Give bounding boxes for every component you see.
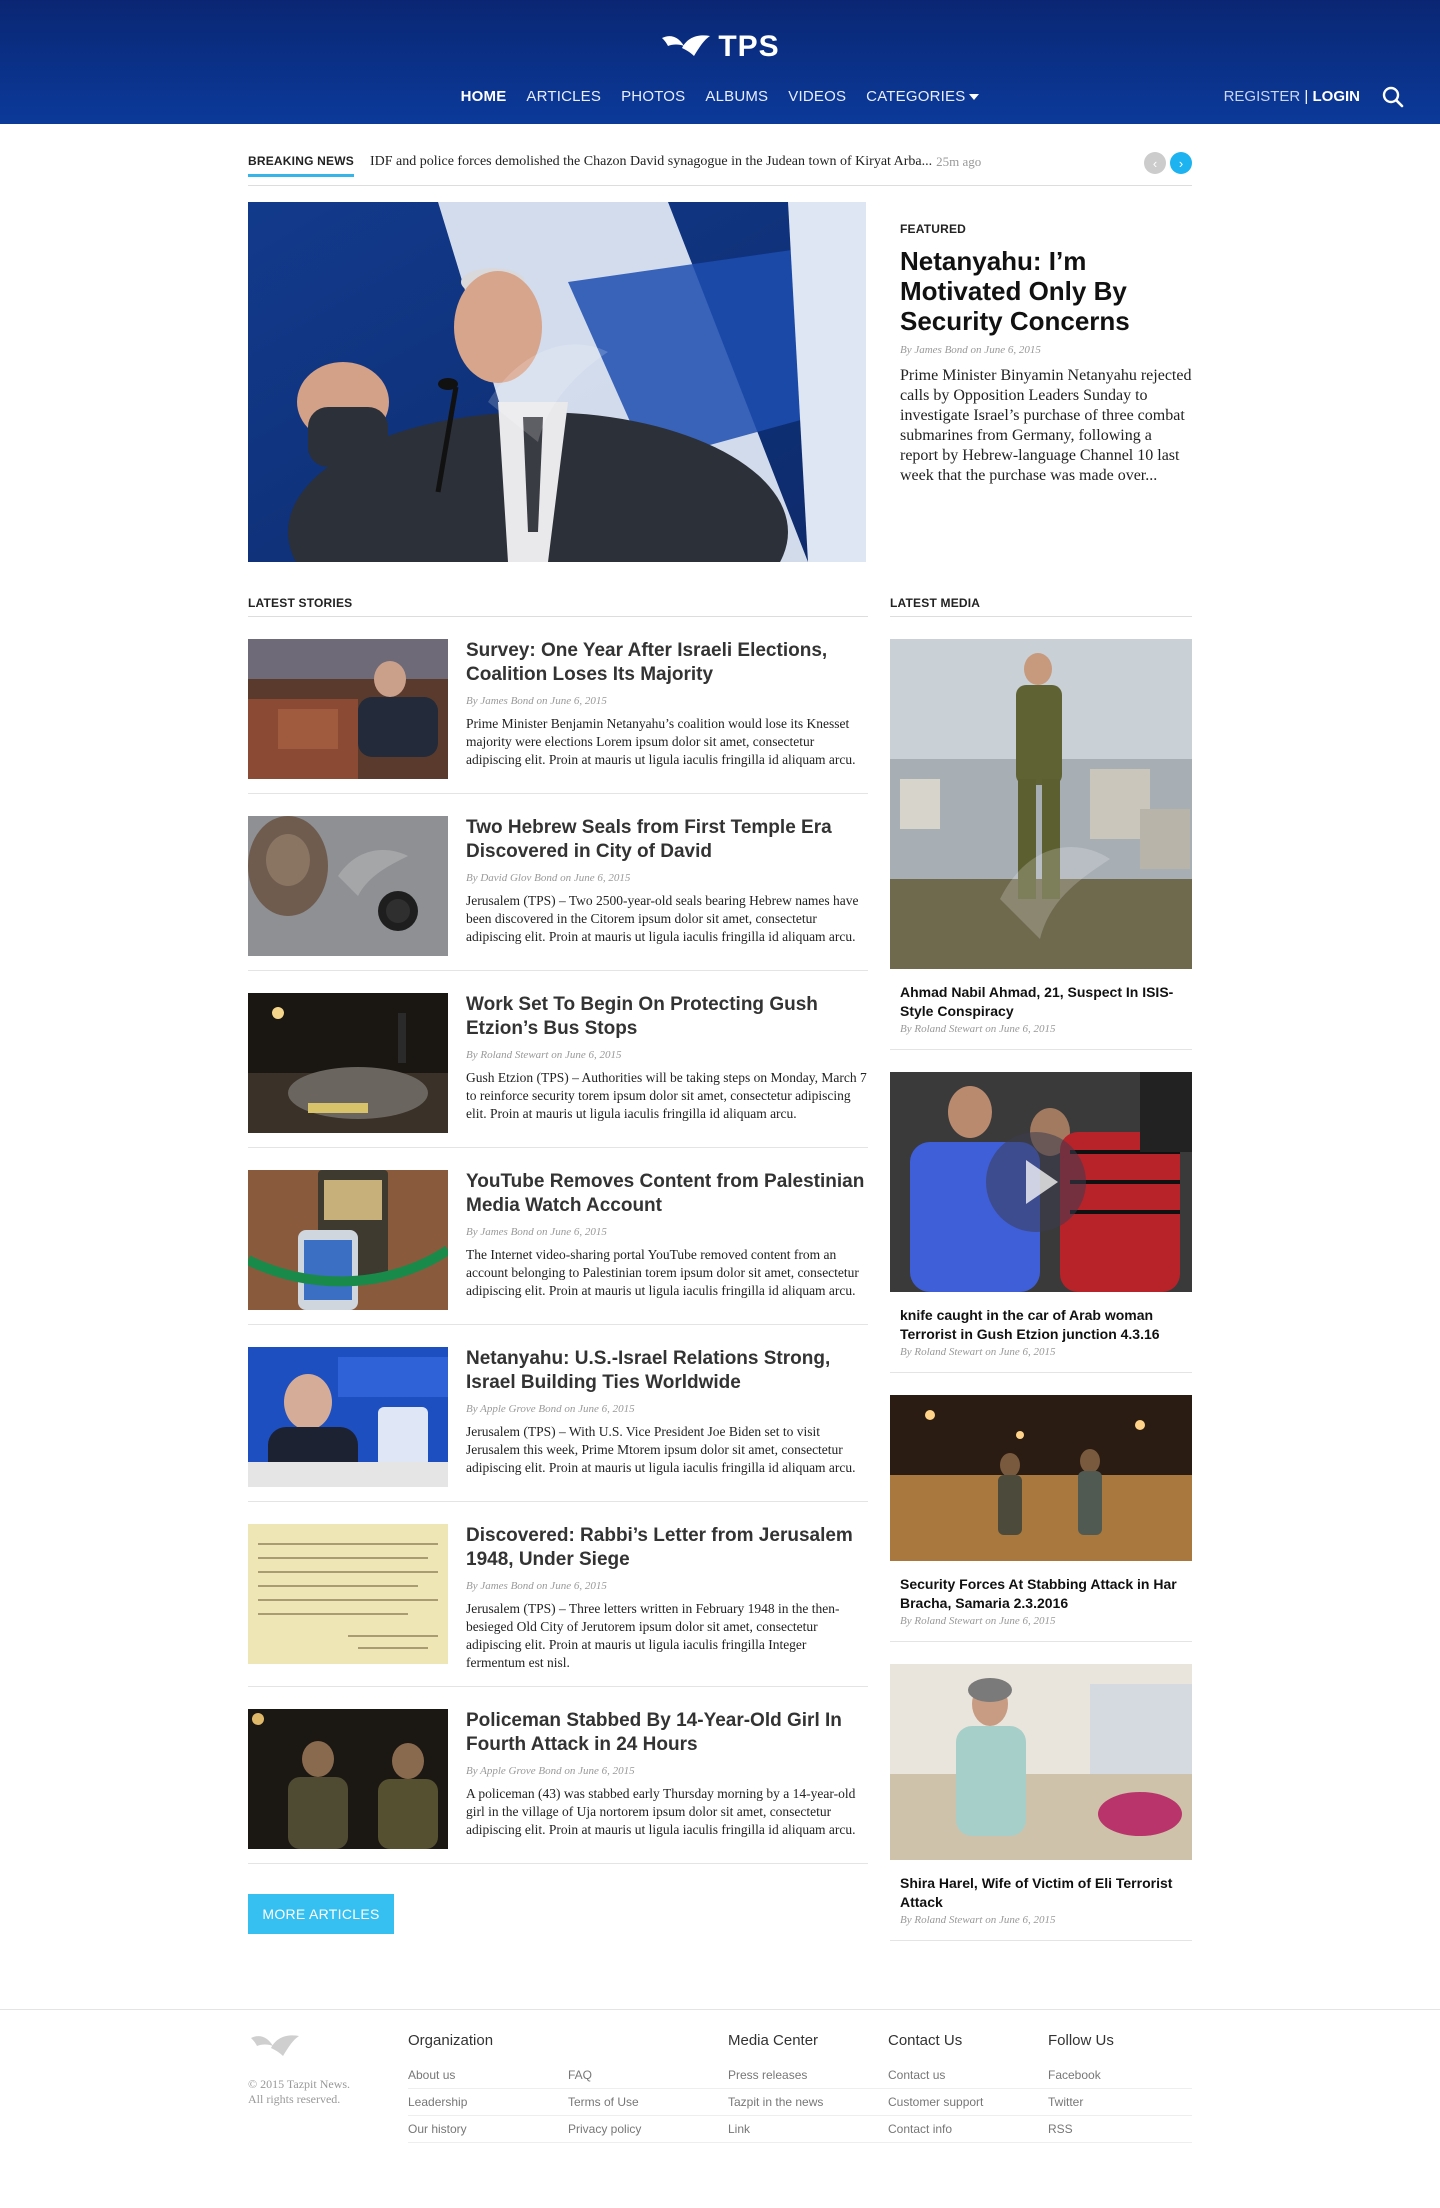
story-text	[466, 993, 868, 1133]
story-photo-illustration	[248, 1709, 448, 1849]
story-item[interactable]	[248, 617, 868, 794]
media-title[interactable]: Ahmad Nabil Ahmad, 21, Suspect In ISIS-Style Conspiracy	[900, 984, 1174, 1019]
featured-photo-illustration	[248, 202, 866, 562]
story-title[interactable]: Netanyahu: U.S.-Israel Relations Strong, Israel Building Ties Worldwide	[466, 1348, 831, 1393]
story-title[interactable]: Discovered: Rabbi’s Letter from Jerusalem 1948, Under Siege	[466, 1525, 853, 1570]
story-byline: By David Glov Bond on June 6, 2015	[466, 872, 631, 884]
footer-link-history[interactable]: Our history	[408, 2116, 568, 2143]
nav-articles[interactable]: ARTICLES	[526, 88, 602, 105]
story-item[interactable]	[248, 1148, 868, 1325]
media-item[interactable]	[890, 1373, 1192, 1642]
prev-arrow-icon[interactable]: ‹	[1144, 152, 1166, 174]
breaking-news-time: 25m ago	[936, 153, 982, 169]
story-summary: Jerusalem (TPS) – Two 2500-year-old seals bearing Hebrew names have been discovered in the Citorem ipsum dolor sit amet, consectetur adipiscing elit. Proin at mauris ut ligula iaculis fringilla id aliquam arcu.	[466, 893, 859, 944]
nav-categories-label: CATEGORIES	[866, 88, 966, 105]
footer-link-about-us[interactable]: About us	[408, 2062, 568, 2089]
copyright-line-2: All rights reserved.	[248, 2092, 341, 2106]
story-photo-illustration	[248, 639, 448, 779]
auth-separator: |	[1304, 88, 1309, 105]
story-thumbnail[interactable]	[248, 639, 448, 779]
footer-link-press-releases[interactable]: Press releases	[728, 2062, 888, 2089]
story-photo-illustration	[248, 1347, 448, 1487]
main-columns	[248, 596, 1192, 1941]
media-photo-illustration	[890, 1664, 1192, 1860]
story-text	[466, 639, 868, 779]
footer-follow	[1048, 2032, 1192, 2143]
story-text	[466, 816, 868, 956]
story-item[interactable]	[248, 794, 868, 971]
nav-photos[interactable]: PHOTOS	[621, 88, 686, 105]
footer-follow-heading: Follow Us	[1048, 2032, 1114, 2049]
footer-link-faq[interactable]: FAQ	[568, 2062, 728, 2089]
story-item[interactable]	[248, 971, 868, 1148]
story-title[interactable]: YouTube Removes Content from Palestinian Media Watch Account	[466, 1171, 865, 1216]
story-photo-illustration	[248, 816, 448, 956]
next-arrow-icon[interactable]: ›	[1170, 152, 1192, 174]
breaking-news-text[interactable]: IDF and police forces demolished the Chazon David synagogue in the Judean town of Kiryat Arba...	[369, 153, 933, 169]
footer-link-tazpit-news[interactable]: Tazpit in the news	[728, 2089, 888, 2116]
story-summary: Prime Minister Benjamin Netanyahu’s coalition would lose its Knesset majority were elections Lorem ipsum dolor sit amet, consectetur adipiscing elit. Proin at mauris ut ligula iaculis fringilla id aliquam arcu.	[466, 716, 856, 767]
story-text	[466, 1347, 868, 1487]
story-title[interactable]: Policeman Stabbed By 14-Year-Old Girl In Fourth Attack in 24 Hours	[466, 1710, 842, 1755]
story-byline: By Apple Grove Bond on June 6, 2015	[466, 1403, 635, 1415]
footer-link-link[interactable]: Link	[728, 2116, 888, 2143]
search-icon[interactable]	[1382, 86, 1404, 108]
story-byline: By Apple Grove Bond on June 6, 2015	[466, 1765, 635, 1777]
story-thumbnail[interactable]	[248, 1347, 448, 1487]
featured-image[interactable]	[248, 202, 866, 562]
latest-media	[890, 596, 1192, 1941]
footer-link-contact-info[interactable]: Contact info	[888, 2116, 1048, 2143]
story-summary: Gush Etzion (TPS) – Authorities will be taking steps on Monday, March 7 to reinforce security torem ipsum dolor sit amet, consectetur adipiscing elit. Proin at mauris ut ligula iaculis fringilla id aliquam arcu.	[466, 1070, 867, 1121]
story-summary: The Internet video-sharing portal YouTube removed content from an account belonging to Palestinian torem ipsum dolor sit amet, consectetur adipiscing elit. Proin at mauris ut ligula iaculis fringilla id aliquam arcu.	[466, 1247, 859, 1298]
site-header	[0, 0, 1440, 124]
media-thumbnail[interactable]	[890, 1395, 1192, 1561]
media-byline: By Roland Stewart on June 6, 2015	[900, 1346, 1056, 1358]
media-thumbnail[interactable]	[890, 639, 1192, 969]
more-articles-button[interactable]: MORE ARTICLES	[248, 1894, 394, 1934]
featured-byline: By James Bond on June 6, 2015	[900, 344, 1041, 356]
story-thumbnail[interactable]	[248, 816, 448, 956]
footer-link-customer-support[interactable]: Customer support	[888, 2089, 1048, 2116]
story-title[interactable]: Survey: One Year After Israeli Elections, Coalition Loses Its Majority	[466, 640, 828, 685]
site-logo[interactable]	[0, 30, 1440, 64]
story-thumbnail[interactable]	[248, 1524, 448, 1664]
featured-section	[248, 202, 1192, 562]
story-photo-illustration	[248, 1170, 448, 1310]
footer-inner	[248, 2032, 1192, 2143]
media-title[interactable]: Security Forces At Stabbing Attack in Har Bracha, Samaria 2.3.2016	[900, 1576, 1177, 1611]
footer-link-leadership[interactable]: Leadership	[408, 2089, 568, 2116]
story-byline: By James Bond on June 6, 2015	[466, 1226, 607, 1238]
footer-link-privacy[interactable]: Privacy policy	[568, 2116, 728, 2143]
site-footer	[0, 2009, 1440, 2179]
media-thumbnail[interactable]	[890, 1072, 1192, 1292]
story-text	[466, 1709, 868, 1849]
latest-stories	[248, 596, 868, 1941]
media-thumbnail[interactable]	[890, 1664, 1192, 1860]
story-item[interactable]	[248, 1687, 868, 1864]
footer-organization-heading: Organization	[408, 2032, 494, 2049]
story-item[interactable]	[248, 1325, 868, 1502]
story-thumbnail[interactable]	[248, 1709, 448, 1849]
bird-logo-icon	[660, 32, 712, 62]
story-byline: By James Bond on June 6, 2015	[466, 1580, 607, 1592]
register-link[interactable]: REGISTER	[1223, 88, 1301, 105]
media-item[interactable]	[890, 617, 1192, 1050]
story-summary: Jerusalem (TPS) – With U.S. Vice President Joe Biden set to visit Jerusalem this week, Prime Mtorem ipsum dolor sit amet, consectetur adipiscing elit. Proin at mauris ut ligula iaculis fringilla id aliquam arcu.	[466, 1424, 856, 1475]
story-photo-illustration	[248, 1524, 448, 1664]
footer-media-center-heading: Media Center	[728, 2032, 819, 2049]
footer-brand	[248, 2032, 408, 2143]
media-item[interactable]	[890, 1050, 1192, 1373]
media-photo-illustration	[890, 1395, 1192, 1561]
media-byline: By Roland Stewart on June 6, 2015	[900, 1914, 1056, 1926]
login-link[interactable]: LOGIN	[1312, 88, 1360, 105]
story-photo-illustration	[248, 993, 448, 1133]
auth-links	[1224, 88, 1360, 105]
footer-link-twitter[interactable]: Twitter	[1048, 2089, 1192, 2116]
breaking-news-label: BREAKING NEWS	[248, 146, 354, 177]
play-icon[interactable]	[986, 1132, 1086, 1232]
story-byline: By James Bond on June 6, 2015	[466, 695, 607, 707]
breaking-news-bar	[248, 138, 1192, 186]
caret-down-icon	[969, 94, 979, 100]
copyright	[248, 2077, 408, 2107]
story-summary: Jerusalem (TPS) – Three letters written in February 1948 in the then-besieged Old City of Jerutorem ipsum dolor sit amet, consectetur adipiscing elit. Proin at mauris ut ligula iaculis fringilla Integer fermentum est nisl.	[466, 1601, 840, 1670]
featured-text	[866, 202, 1192, 562]
footer-link-facebook[interactable]: Facebook	[1048, 2062, 1192, 2089]
latest-media-heading: LATEST MEDIA	[890, 596, 1192, 617]
story-thumbnail[interactable]	[248, 993, 448, 1133]
featured-label: FEATURED	[900, 222, 967, 236]
story-title[interactable]: Work Set To Begin On Protecting Gush Etzion’s Bus Stops	[466, 994, 818, 1039]
featured-title[interactable]: Netanyahu: I’m Motivated Only By Security Concerns	[900, 246, 1130, 336]
media-title[interactable]: knife caught in the car of Arab woman Terrorist in Gush Etzion junction 4.3.16	[900, 1307, 1160, 1342]
footer-organization	[408, 2032, 728, 2143]
nav-home[interactable]: HOME	[460, 88, 507, 105]
story-byline: By Roland Stewart on June 6, 2015	[466, 1049, 622, 1061]
footer-link-contact-us[interactable]: Contact us	[888, 2062, 1048, 2089]
footer-contact	[888, 2032, 1048, 2143]
latest-stories-heading: LATEST STORIES	[248, 596, 868, 617]
media-byline: By Roland Stewart on June 6, 2015	[900, 1615, 1056, 1627]
footer-link-terms[interactable]: Terms of Use	[568, 2089, 728, 2116]
bird-logo-icon	[248, 2032, 302, 2062]
logo-text: TPS	[718, 30, 780, 63]
featured-summary: Prime Minister Binyamin Netanyahu rejected calls by Opposition Leaders Sunday to investigate Israel’s purchase of three combat submarines from Germany, following a report by Hebrew-language Channel 10 last week that the purchase was made over...	[900, 367, 1192, 484]
story-text	[466, 1524, 868, 1672]
media-item[interactable]	[890, 1642, 1192, 1941]
story-summary: A policeman (43) was stabbed early Thursday morning by a 14-year-old girl in the village of Uja nortorem ipsum dolor sit amet, consectetur adipiscing elit. Proin at mauris ut ligula iaculis fringilla id aliquam arcu.	[466, 1786, 856, 1837]
story-title[interactable]: Two Hebrew Seals from First Temple Era Discovered in City of David	[466, 817, 832, 862]
nav-categories[interactable]	[866, 88, 979, 105]
page-content	[248, 138, 1192, 1941]
story-text	[466, 1170, 868, 1310]
nav-videos[interactable]: VIDEOS	[788, 88, 847, 105]
footer-contact-heading: Contact Us	[888, 2032, 963, 2049]
footer-link-rss[interactable]: RSS	[1048, 2116, 1192, 2143]
story-item[interactable]	[248, 1502, 868, 1687]
media-title[interactable]: Shira Harel, Wife of Victim of Eli Terrorist Attack	[900, 1875, 1173, 1910]
footer-media-center	[728, 2032, 888, 2143]
story-thumbnail[interactable]	[248, 1170, 448, 1310]
media-photo-illustration	[890, 639, 1192, 969]
copyright-line-1: © 2015 Tazpit News.	[248, 2077, 351, 2091]
media-byline: By Roland Stewart on June 6, 2015	[900, 1023, 1056, 1035]
nav-albums[interactable]: ALBUMS	[705, 88, 769, 105]
